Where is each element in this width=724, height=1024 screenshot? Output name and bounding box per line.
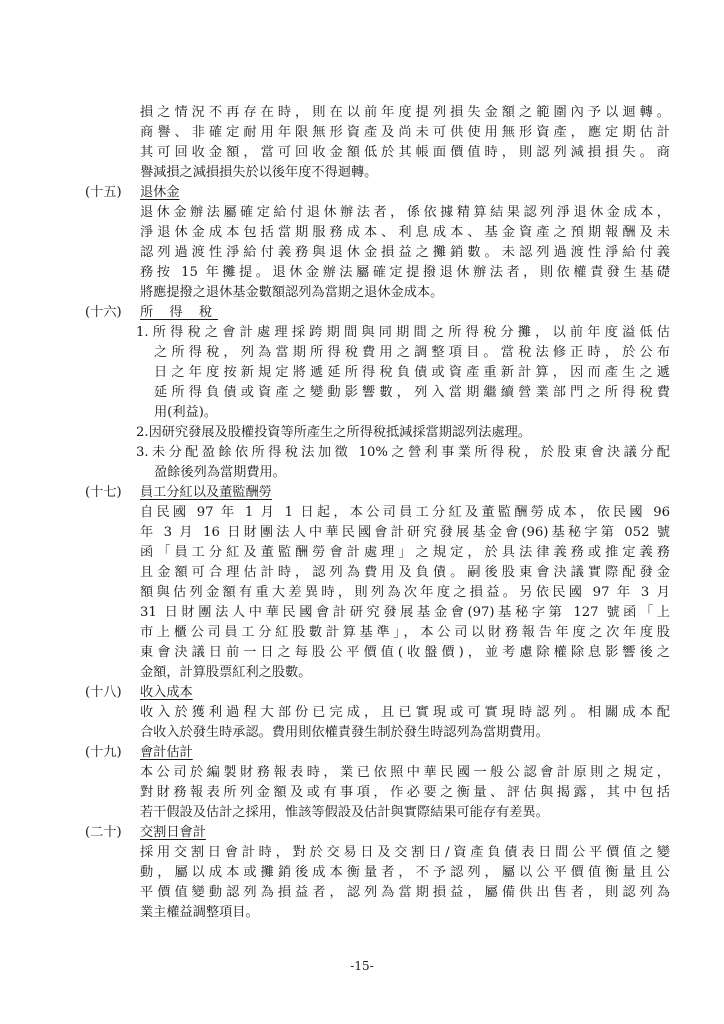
bonus-line: 且金額可合理估計時，認列為費用及負債。嗣後股東會決議實際配發金 xyxy=(140,565,670,580)
bonus-line: 市上櫃公司員工分紅股數計算基準」，本公司以財務報告年度之次年度股 xyxy=(140,625,670,640)
pension-line: 認列過渡性淨給付義務與退休金損益之攤銷數。未認列過渡性淨給付義 xyxy=(140,245,670,260)
intro-line: 譽減損之減損損失於以後年度不得迴轉。 xyxy=(140,165,378,180)
section-number: (二十) xyxy=(85,825,122,840)
intro-line: 損之情況不再存在時，則在以前年度提列損失金額之範圍內予以迴轉。 xyxy=(140,105,670,120)
section-number: (十九) xyxy=(85,745,122,760)
pension-line: 將應提撥之退休基金數額認列為當期之退休金成本。 xyxy=(140,285,444,300)
tax-item-2-line: 2.因研究發展及股權投資等所產生之所得稅抵減採當期認列法處理。 xyxy=(136,425,532,440)
pension-line: 務按 15 年攤提。退休金辦法屬確定提撥退休辦法者，則依權責發生基礎 xyxy=(140,265,670,280)
section-title-pension: 退休金 xyxy=(140,185,180,200)
estimates-line: 本公司於編製財務報表時，業已依照中華民國一般公認會計原則之規定， xyxy=(140,765,670,780)
bonus-line: 自民國 97 年 1 月 1 日起，本公司員工分紅及董監酬勞成本，依民國 96 xyxy=(140,505,670,520)
estimates-line: 若干假設及估計之採用，惟該等假設及估計與實際結果可能存有差異。 xyxy=(140,805,549,820)
tax-item-1-line: 1.所得稅之會計處理採跨期間與同期間之所得稅分攤，以前年度溢低估 xyxy=(136,325,670,340)
intro-line: 商譽、非確定耐用年限無形資產及尚未可供使用無形資產，應定期估計 xyxy=(140,125,670,140)
bonus-line: 金額，計算股票紅利之股數。 xyxy=(140,665,312,680)
settlement-line: 動，屬以成本或攤銷後成本衡量者，不予認列，屬以公平價值衡量且公 xyxy=(140,865,670,880)
section-title-income-tax: 所 得 稅 xyxy=(140,305,218,320)
bonus-line: 額與估列金額有重大差異時，則列為次年度之損益。另依民國 97 年 3 月 xyxy=(140,585,670,600)
section-number: (十七) xyxy=(85,485,122,500)
section-number: (十八) xyxy=(85,685,122,700)
page-number: -15- xyxy=(350,959,374,973)
settlement-line: 平價值變動認列為損益者，認列為當期損益，屬備供出售者，則認列為 xyxy=(140,885,670,900)
section-number: (十六) xyxy=(85,305,122,320)
intro-line: 其可回收金額，當可回收金額低於其帳面價值時，則認列減損損失。商 xyxy=(140,145,670,160)
section-title-accounting-estimates: 會計估計 xyxy=(140,745,193,760)
bonus-line: 年 3 月 16 日財團法人中華民國會計研究發展基金會(96)基秘字第 052 號 xyxy=(140,525,670,540)
estimates-line: 對財務報表所列金額及或有事項，作必要之衡量、評估與揭露，其中包括 xyxy=(140,785,670,800)
section-number: (十五) xyxy=(85,185,122,200)
revenue-line: 合收入於發生時承認。費用則依權責發生制於發生時認列為當期費用。 xyxy=(140,725,549,740)
tax-item-3-line: 3.未分配盈餘依所得稅法加徵 10%之營利事業所得稅，於股東會決議分配 xyxy=(136,445,670,460)
tax-item-1-line: 用(利益)。 xyxy=(154,405,218,420)
revenue-line: 收入於獲利過程大部份已完成，且已實現或可實現時認列。相關成本配 xyxy=(140,705,670,720)
settlement-line: 採用交割日會計時，對於交易日及交割日/資產負債表日間公平價值之變 xyxy=(140,845,670,860)
bonus-line: 東會決議日前一日之每股公平價值(收盤價)，並考慮除權除息影響後之 xyxy=(140,645,670,660)
tax-item-3-line: 盈餘後列為當期費用。 xyxy=(154,465,286,480)
tax-item-1-line: 之所得稅，列為當期所得稅費用之調整項目。當稅法修正時，於公布 xyxy=(154,345,670,360)
pension-line: 退休金辦法屬確定給付退休辦法者，係依據精算結果認列淨退休金成本， xyxy=(140,205,670,220)
section-title-settlement-date: 交割日會計 xyxy=(140,825,206,840)
section-title-revenue-cost: 收入成本 xyxy=(140,685,193,700)
bonus-line: 31 日財團法人中華民國會計研究發展基金會(97)基秘字第 127 號函「上 xyxy=(140,605,670,620)
pension-line: 淨退休金成本包括當期服務成本、利息成本、基金資產之預期報酬及未 xyxy=(140,225,670,240)
settlement-line: 業主權益調整項目。 xyxy=(140,905,259,920)
tax-item-1-line: 延所得負債或資產之變動影響數，列入當期繼續營業部門之所得稅費 xyxy=(154,385,670,400)
section-title-employee-bonus: 員工分紅以及董監酬勞 xyxy=(140,485,272,500)
tax-item-1-line: 日之年度按新規定將遞延所得稅負債或資產重新計算，因而產生之遞 xyxy=(154,365,670,380)
bonus-line: 函「員工分紅及董監酬勞會計處理」之規定，於具法律義務或推定義務 xyxy=(140,545,670,560)
